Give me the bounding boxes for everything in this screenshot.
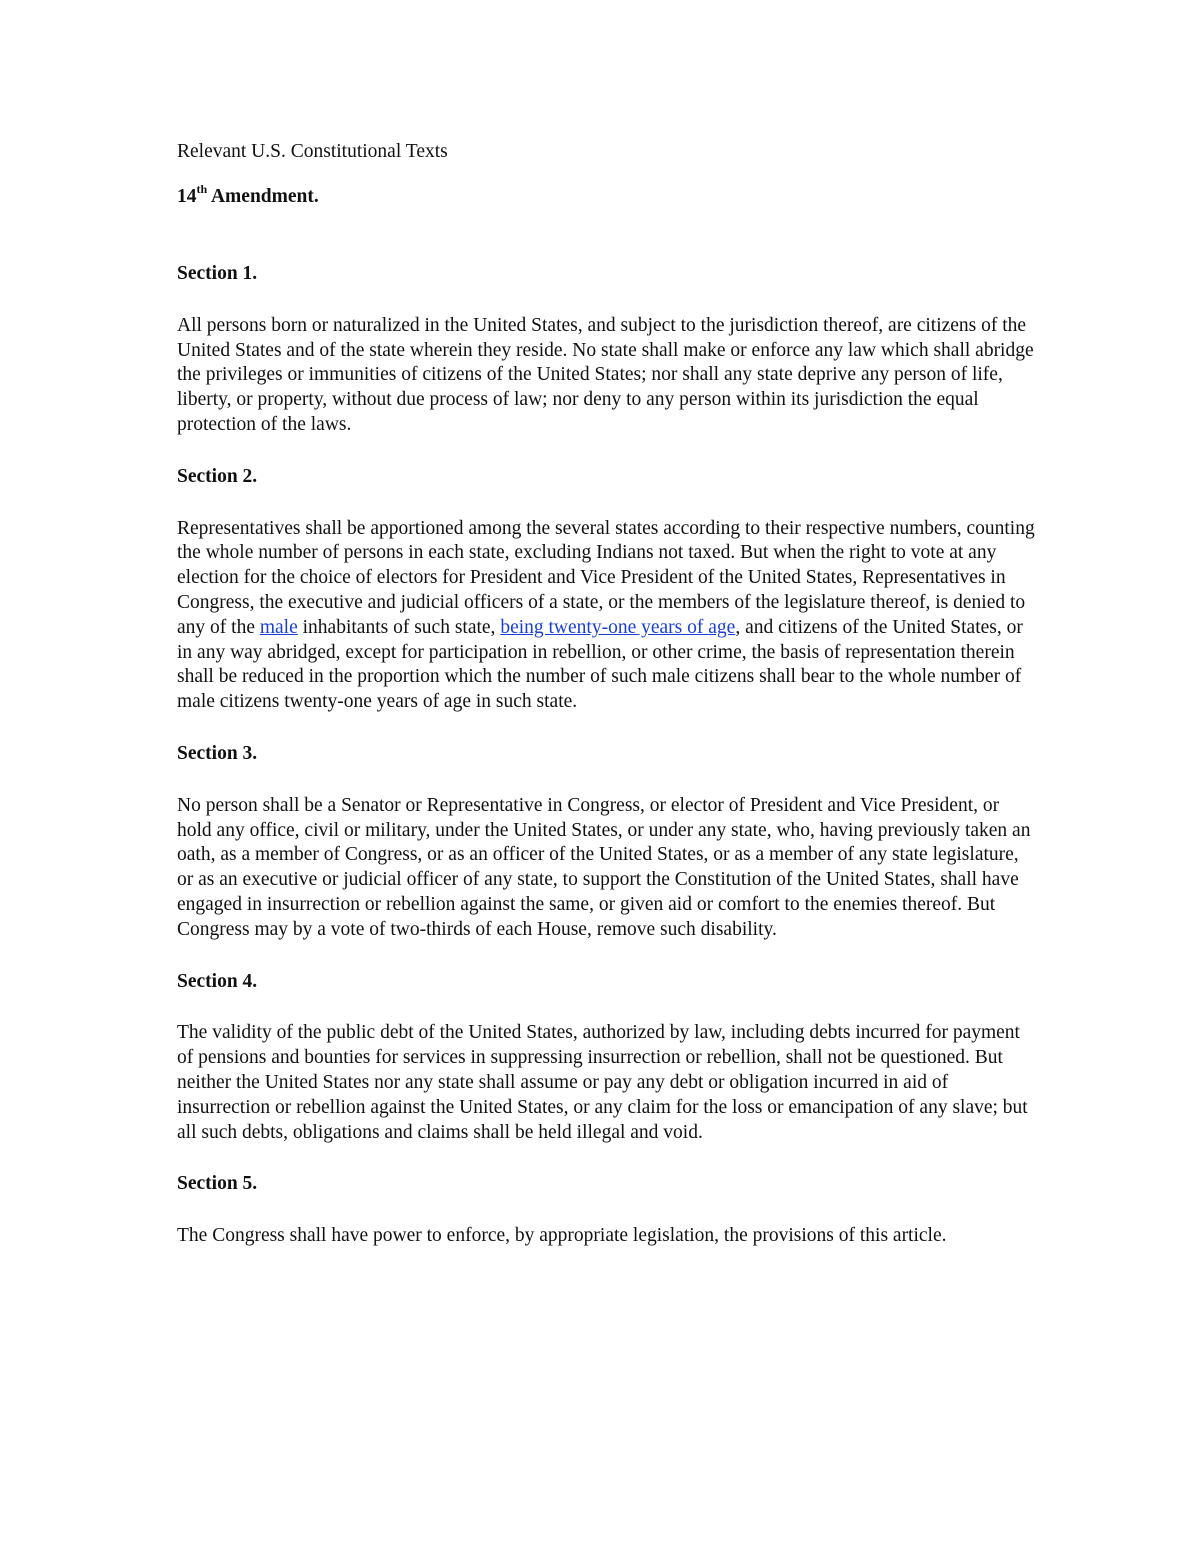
section-4-heading: Section 4. <box>177 970 258 992</box>
section-3-heading: Section 3. <box>177 742 258 764</box>
section-2-heading: Section 2. <box>177 465 258 487</box>
age-link[interactable]: being twenty-one years of age <box>500 616 736 638</box>
amendment-ordinal-suffix: th <box>196 181 208 196</box>
section-5-heading: Section 5. <box>177 1173 258 1195</box>
male-link[interactable]: male <box>259 616 298 638</box>
amendment-number: 14 <box>177 186 197 207</box>
amendment-title <box>177 181 1037 210</box>
section-2-body-part-3: , and citizens of the United States, or in any way abridged, except for participation in rebellion, or other crime, the basis of representation therein shall be reduced in the proportion which the number of such male citizens shall bear to the whole number of male citizens twenty-one years of age in such state. <box>177 616 1023 713</box>
section-2-body-part-2: inhabitants of such state, <box>297 616 501 638</box>
section-2-body-part-1: Representatives shall be apportioned among the several states according to their respective numbers, counting the whole number of persons in each state, excluding Indians not taxed. But when the right to vote at any election for the choice of electors for President and Vice President of the United States, Representatives in Congress, the executive and judicial officers of a state, or the members of the legislature thereof, is denied to any of the <box>177 517 1035 638</box>
section-2-body <box>177 517 1037 715</box>
section-4-body: The validity of the public debt of the United States, authorized by law, including debts incurred for payment of pensions and bounties for services in suppressing insurrection or rebellion, shall not be questioned. But neither the United States nor any state shall assume or pay any debt or obligation incurred in aid of insurrection or rebellion against the United States, or any claim for the loss or emancipation of any slave; but all such debts, obligations and claims shall be held illegal and void. <box>177 1022 1028 1143</box>
section-3-body: No person shall be a Senator or Representative in Congress, or elector of President and Vice President, or hold any office, civil or military, under the United States, or under any state, who, having previously taken an oath, as a member of Congress, or as an officer of the United States, or as a member of any state legislature, or as an executive or judicial officer of any state, to support the Constitution of the United States, shall have engaged in insurrection or rebellion against the same, or given aid or comfort to the enemies thereof. But Congress may by a vote of two-thirds of each House, remove such disability. <box>177 794 1031 940</box>
document-content <box>177 140 1037 1249</box>
section-1-heading: Section 1. <box>177 263 258 284</box>
section-1-body: All persons born or naturalized in the United States, and subject to the jurisdiction thereof, are citizens of the United States and of the state wherein they reside. No state shall make or enforce any law which shall abridge the privileges or immunities of citizens of the United States; nor shall any state deprive any person of life, liberty, or property, without due process of law; nor deny to any person within its jurisdiction the equal protection of the laws. <box>177 314 1034 435</box>
section-5-body: The Congress shall have power to enforce, by appropriate legislation, the provisions of this article. <box>177 1225 947 1247</box>
document-title: Relevant U.S. Constitutional Texts <box>177 141 448 162</box>
amendment-label: Amendment. <box>207 186 319 207</box>
